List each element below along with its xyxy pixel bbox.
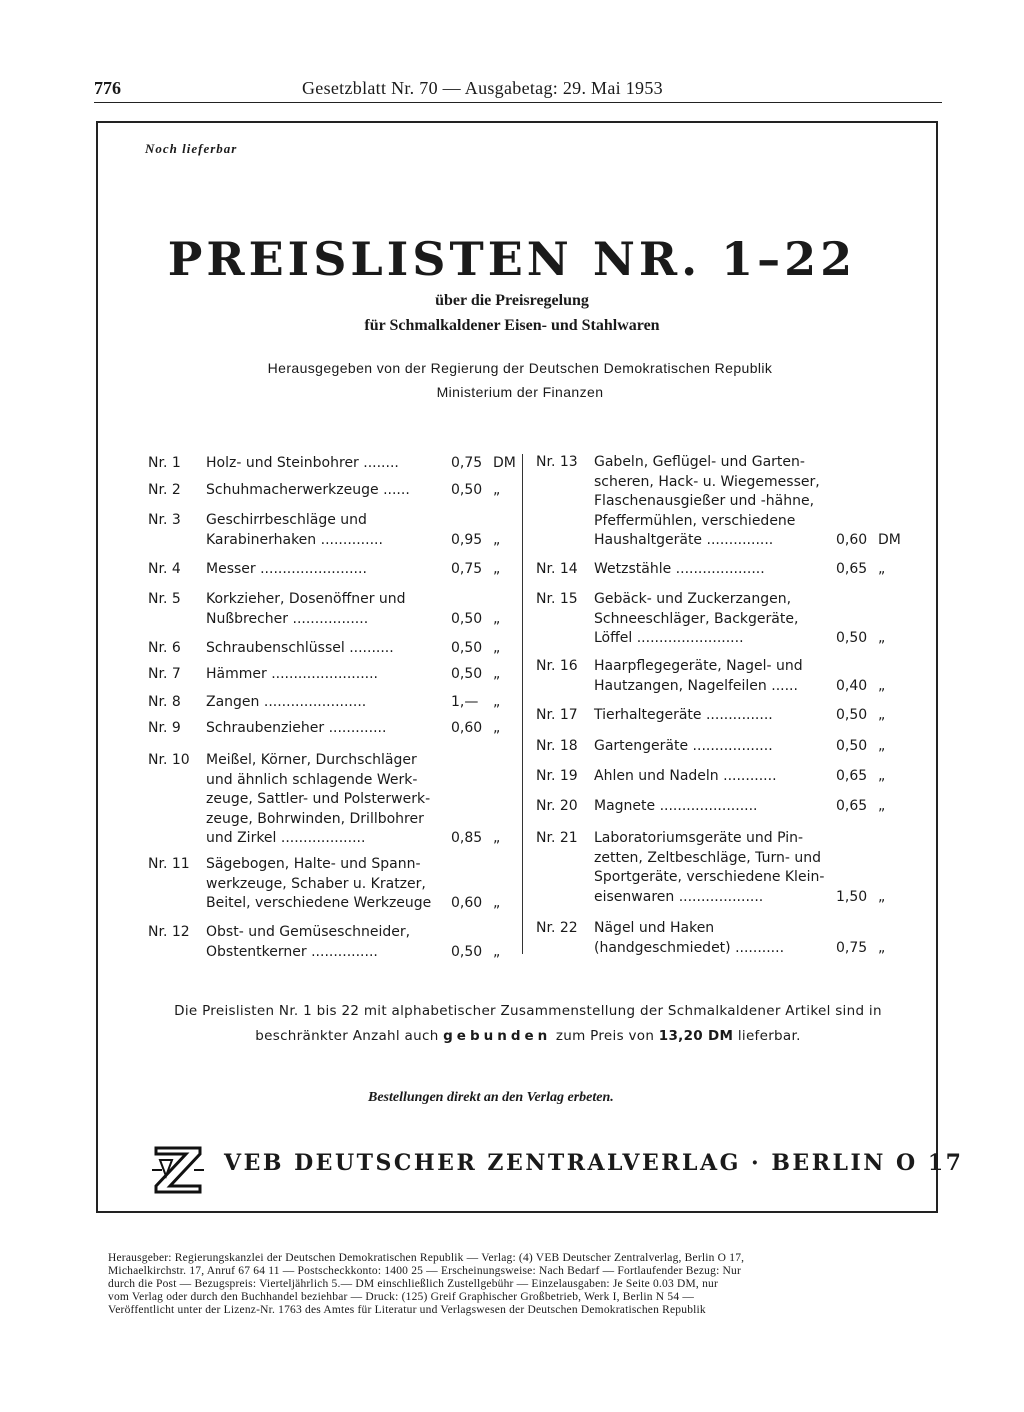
price-value: 0,60 (836, 532, 868, 548)
price-list-description (206, 719, 438, 739)
price-list-description (594, 590, 826, 649)
description-line: Nägel und Haken (594, 920, 715, 936)
page-title: PREISLISTEN NR. 1–22 (167, 232, 857, 286)
price-list-number: Nr. 2 (148, 482, 181, 498)
description-line: Holz- und Steinbohrer ........ (206, 455, 399, 471)
description-line: Gabeln, Geflügel- und Garten- (594, 454, 805, 470)
price-list-description (206, 751, 438, 849)
description-line: Obst- und Gemüseschneider, (206, 924, 411, 940)
description-line: zeuge, Bohrwinden, Drillbohrer (206, 810, 424, 827)
price-list-description (594, 919, 826, 958)
description-line: Gebäck- und Zuckerzangen, (594, 591, 792, 607)
description-line: Zangen ....................... (206, 694, 367, 710)
price-list-description (594, 706, 826, 726)
price-unit: „ (493, 895, 501, 911)
description-line: und Zirkel ................... (206, 830, 366, 846)
price-value: 0,50 (836, 738, 868, 754)
price-value: 0,50 (451, 666, 483, 682)
binding-note-text-e: lieferbar. (737, 1028, 801, 1044)
price-list-description (594, 453, 826, 551)
description-line: Messer ........................ (206, 561, 367, 577)
description-line: Obstentkerner ............... (206, 943, 378, 960)
description-line: Tierhaltegeräte ............... (594, 707, 773, 723)
price-value: 0,50 (836, 630, 868, 646)
description-line: Meißel, Körner, Durchschläger (206, 752, 417, 768)
price-unit: „ (878, 798, 886, 814)
page-header (94, 76, 942, 103)
imprint (108, 1252, 950, 1317)
subtitle-line-1: über die Preisregelung (435, 292, 589, 309)
price-unit: DM (878, 532, 901, 548)
price-list-number: Nr. 11 (148, 856, 190, 872)
price-list-description (594, 829, 826, 907)
price-value: 0,65 (836, 798, 868, 814)
description-line: Schraubenschlüssel .......... (206, 640, 394, 656)
description-line: Löffel ........................ (594, 630, 744, 646)
price-unit: „ (493, 640, 501, 656)
price-list-description (206, 665, 438, 685)
description-line: Schneeschläger, Backgeräte, (594, 610, 799, 627)
price-unit: „ (878, 677, 886, 694)
gazette-title: Gesetzblatt Nr. 70 — Ausgabetag: 29. Mai 1953 (302, 78, 663, 98)
price-unit: „ (493, 561, 501, 577)
description-line: Magnete ...................... (594, 798, 758, 814)
description-line: Nußbrecher ................. (206, 610, 369, 627)
price-list-number: Nr. 22 (536, 920, 578, 936)
price-list-description (594, 657, 826, 696)
description-line: Pfeffermühlen, verschiedene (594, 512, 796, 529)
price-unit: DM (493, 455, 516, 471)
price-list-number: Nr. 7 (148, 666, 181, 682)
description-line: Sägebogen, Halte- und Spann- (206, 856, 421, 872)
publisher-name: VEB DEUTSCHER ZENTRALVERLAG · BERLIN O 17 (224, 1150, 964, 1176)
price-unit: „ (878, 707, 886, 723)
price-list-description (594, 737, 826, 757)
price-value: 0,60 (451, 895, 483, 911)
price-value: 0,50 (451, 640, 483, 656)
price-unit: „ (493, 720, 501, 736)
price-unit: „ (878, 768, 886, 784)
price-list-description (206, 923, 438, 962)
column-divider (522, 454, 523, 954)
price-list-description (594, 560, 826, 580)
price-list-description (206, 481, 438, 501)
binding-note-text-a: beschränkter Anzahl auch (255, 1028, 439, 1044)
price-unit: „ (493, 943, 501, 960)
price-unit: „ (878, 738, 886, 754)
description-line: Schuhmacherwerkzeuge ...... (206, 482, 410, 498)
description-line: Karabinerhaken .............. (206, 531, 383, 548)
price-value: 0,50 (451, 943, 483, 960)
price-unit: „ (878, 939, 886, 956)
price-list-number: Nr. 4 (148, 561, 181, 577)
price-list-number: Nr. 19 (536, 768, 578, 784)
price-list-description (206, 639, 438, 659)
price-value: 0,75 (836, 939, 868, 956)
price-list-number: Nr. 10 (148, 752, 190, 768)
price-list-description (206, 560, 438, 580)
imprint-line: vom Verlag oder durch den Buchhandel beziehbar — Druck: (125) Greif Graphischer Großbetrieb, Werk I, Berlin N 54 — (108, 1291, 695, 1303)
description-line: Hämmer ........................ (206, 666, 379, 682)
price-value: 0,75 (451, 455, 483, 471)
price-unit: „ (493, 482, 501, 498)
price-list-number: Nr. 6 (148, 640, 181, 656)
price-list-description (594, 797, 826, 817)
binding-note-line-2 (0, 1028, 1024, 1044)
description-line: Ahlen und Nadeln ............ (594, 768, 777, 784)
price-unit: „ (493, 610, 501, 627)
price-value: 0,85 (451, 830, 483, 846)
imprint-line: Herausgeber: Regierungskanzlei der Deutschen Demokratischen Republik — Verlag: (4) VEB Deutscher Zentralverlag, Berlin O 17, (108, 1252, 745, 1264)
price-unit: „ (493, 694, 501, 710)
description-line: (handgeschmiedet) ........... (594, 939, 785, 956)
price-list-number: Nr. 18 (536, 738, 578, 754)
description-line: Gartengeräte .................. (594, 738, 773, 754)
description-line: werkzeuge, Schaber u. Kratzer, (206, 875, 426, 892)
description-line: Geschirrbeschläge und (206, 512, 367, 528)
price-unit: „ (493, 830, 501, 846)
imprint-line: Michaelkirchstr. 17, Anruf 67 64 11 — Postscheckkonto: 1400 25 — Erscheinungsweise: Nach Bedarf — Fortlaufender Bezug: Nur (108, 1265, 742, 1277)
description-line: zetten, Zeltbeschläge, Turn- und (594, 849, 821, 866)
price-unit: „ (878, 630, 886, 646)
price-list-description (206, 855, 438, 914)
description-line: Haushaltgeräte ............... (594, 532, 774, 548)
description-line: Laboratoriumsgeräte und Pin- (594, 830, 804, 846)
price-value: 0,40 (836, 677, 868, 694)
description-line: zeuge, Sattler- und Polsterwerk- (206, 791, 431, 807)
price-list-number: Nr. 15 (536, 591, 578, 607)
price-list-number: Nr. 5 (148, 591, 181, 607)
description-line: Sportgeräte, verschiedene Klein- (594, 869, 825, 885)
price-value: 0,50 (836, 707, 868, 723)
imprint-line: Veröffentlicht unter der Lizenz-Nr. 1763 des Amtes für Literatur und Verlagswesen der Deutschen Demokratischen Republik (108, 1304, 706, 1316)
price-value: 0,95 (451, 531, 483, 548)
price-value: 1,50 (836, 888, 868, 905)
price-list-number: Nr. 3 (148, 512, 181, 528)
subtitle-line-2: für Schmalkaldener Eisen- und Stahlwaren (364, 317, 660, 334)
description-line: Schraubenzieher ............. (206, 720, 387, 736)
description-line: eisenwaren ................... (594, 888, 764, 905)
page-number: 776 (94, 78, 121, 98)
price-list-number: Nr. 21 (536, 830, 578, 846)
imprint-line: durch die Post — Bezugspreis: Vierteljährlich 5.— DM einschließlich Zustellgebühr — Einzelausgaben: Je Seite 0.03 DM, nur (108, 1278, 718, 1290)
tagline: Noch lieferbar (145, 141, 238, 156)
price-value: 0,65 (836, 561, 868, 577)
price-list-number: Nr. 14 (536, 561, 578, 577)
description-line: Haarpflegegeräte, Nagel- und (594, 658, 803, 674)
order-note: Bestellungen direkt an den Verlag erbeten. (368, 1090, 614, 1105)
price-list-description (206, 454, 438, 474)
binding-note-line-1: Die Preislisten Nr. 1 bis 22 mit alphabetischer Zusammenstellung der Schmalkaldener Artikel sind in (174, 1003, 882, 1019)
price-list-description (594, 767, 826, 787)
price-list-number: Nr. 12 (148, 924, 190, 940)
price-value: 0,60 (451, 720, 483, 736)
description-line: Korkzieher, Dosenöffner und (206, 591, 406, 607)
price-list-description (206, 590, 438, 629)
binding-note-text-c: zum Preis von (555, 1028, 655, 1044)
issuer-line-2: Ministerium der Finanzen (436, 384, 604, 400)
publisher-logo-icon (150, 1140, 206, 1200)
description-line: und ähnlich schlagende Werk- (206, 771, 418, 788)
price-list-number: Nr. 9 (148, 720, 181, 736)
price-unit: „ (878, 561, 886, 577)
description-line: Beitel, verschiedene Werkzeuge (206, 895, 432, 911)
binding-note-emphasis: gebunden (443, 1028, 552, 1044)
description-line: Flaschenausgießer und -hähne, (594, 493, 815, 509)
price-list-description (206, 511, 438, 550)
price-list-description (206, 693, 438, 713)
price-list-number: Nr. 17 (536, 707, 578, 723)
price-value: 0,65 (836, 768, 868, 784)
price-unit: „ (493, 531, 501, 548)
price-list-number: Nr. 16 (536, 658, 578, 674)
binding-note-price: 13,20 DM (658, 1028, 734, 1044)
price-list-number: Nr. 1 (148, 455, 181, 471)
price-value: 0,75 (451, 561, 483, 577)
description-line: Wetzstähle .................... (594, 561, 765, 577)
price-unit: „ (878, 888, 886, 905)
price-value: 0,50 (451, 482, 483, 498)
price-list-number: Nr. 13 (536, 454, 578, 470)
issuer-line-1: Herausgegeben von der Regierung der Deutschen Demokratischen Republik (267, 360, 773, 376)
description-line: Hautzangen, Nagelfeilen ...... (594, 677, 798, 694)
price-list-number: Nr. 20 (536, 798, 578, 814)
price-value: 0,50 (451, 610, 483, 627)
price-value: 1,— (451, 694, 479, 710)
price-list-number: Nr. 8 (148, 694, 181, 710)
description-line: scheren, Hack- u. Wiegemesser, (594, 473, 820, 490)
price-unit: „ (493, 666, 501, 682)
